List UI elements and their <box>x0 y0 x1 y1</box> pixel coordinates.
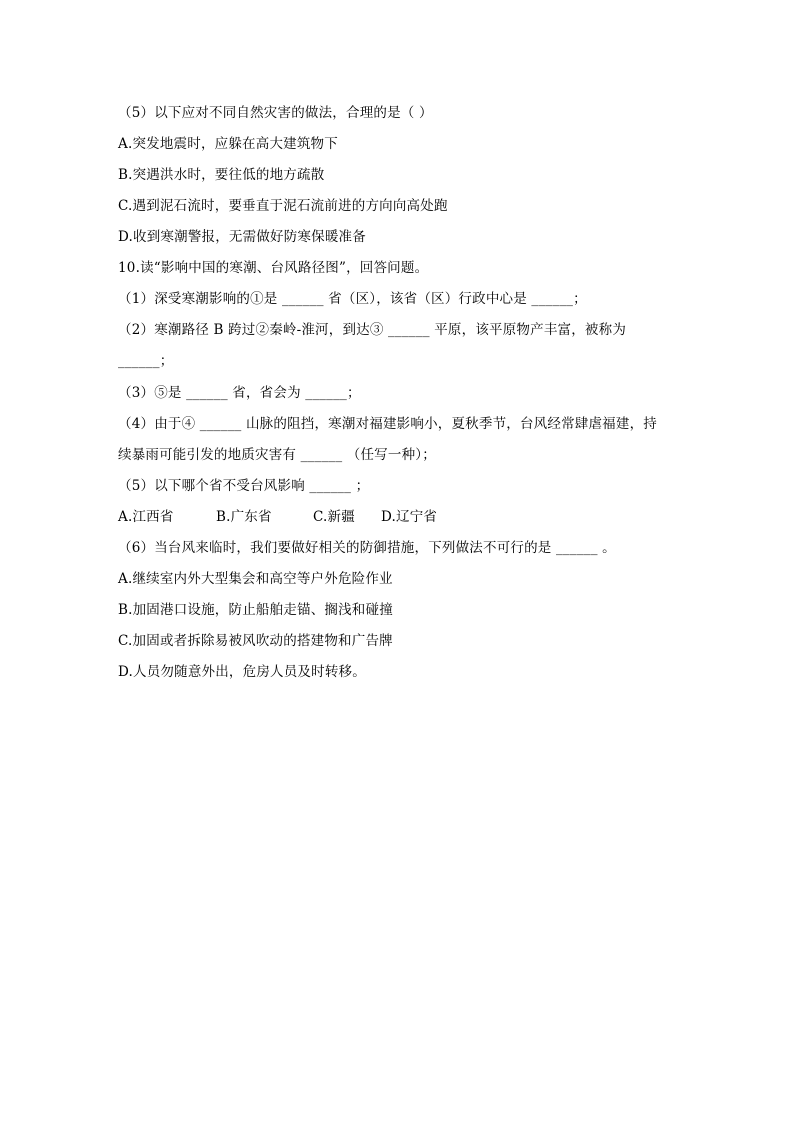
q10-sub5-option-d: D.辽宁省 <box>381 509 438 525</box>
q10-sub5-stem: （5）以下哪个省不受台风影响 ______ ； <box>118 478 370 494</box>
q10-sub5-option-c: C.新疆 <box>313 509 355 525</box>
q10-sub6-option-a: A.继续室内外大型集会和高空等户外危险作业 <box>118 571 393 587</box>
q9-5-option-c: C.遇到泥石流时，要垂直于泥石流前进的方向向高处跑 <box>118 198 448 214</box>
q10-sub2-line1: （2）寒潮路径 B 跨过②秦岭-淮河，到达③ ______ 平原，该平原物产丰富，被称为 <box>118 322 627 338</box>
q10-sub6-option-d: D.人员勿随意外出，危房人员及时转移。 <box>118 664 366 680</box>
q10-sub6-option-c: C.加固或者拆除易被风吹动的搭建物和广告牌 <box>118 633 393 649</box>
q10-sub4-line2: 续暴雨可能引发的地质灾害有 ______ （任写一种）； <box>118 447 436 463</box>
q10-sub2-line2: ______； <box>118 353 174 369</box>
q10-sub3: （3）⑤是 ______ 省，省会为 ______； <box>118 385 361 401</box>
q9-5-option-b: B.突遇洪水时，要往低的地方疏散 <box>118 167 325 183</box>
q10-sub5-options <box>118 508 688 526</box>
q10-sub6-stem: （6）当台风来临时，我们要做好相关的防御措施，下列做法不可行的是 ______ 。 <box>118 540 616 556</box>
q10-sub5-option-a: A.江西省 <box>118 509 174 525</box>
q10-sub1: （1）深受寒潮影响的①是 ______ 省（区），该省（区）行政中心是 ______； <box>118 291 587 307</box>
q10-sub4-line1: （4）由于④ ______ 山脉的阻挡，寒潮对福建影响小，夏秋季节，台风经常肆虐福建，持 <box>118 416 657 432</box>
q9-5-stem: （5）以下应对不同自然灾害的做法，合理的是（ ） <box>118 105 433 121</box>
q10-title: 10.读“影响中国的寒潮、台风路径图”，回答问题。 <box>118 260 429 276</box>
q9-5-option-a: A.突发地震时，应躲在高大建筑物下 <box>118 136 338 152</box>
q10-sub6-option-b: B.加固港口设施，防止船舶走锚、搁浅和碰撞 <box>118 602 393 618</box>
q10-sub5-option-b: B.广东省 <box>216 509 272 525</box>
q9-5-option-d: D.收到寒潮警报，无需做好防寒保暖准备 <box>118 229 366 245</box>
